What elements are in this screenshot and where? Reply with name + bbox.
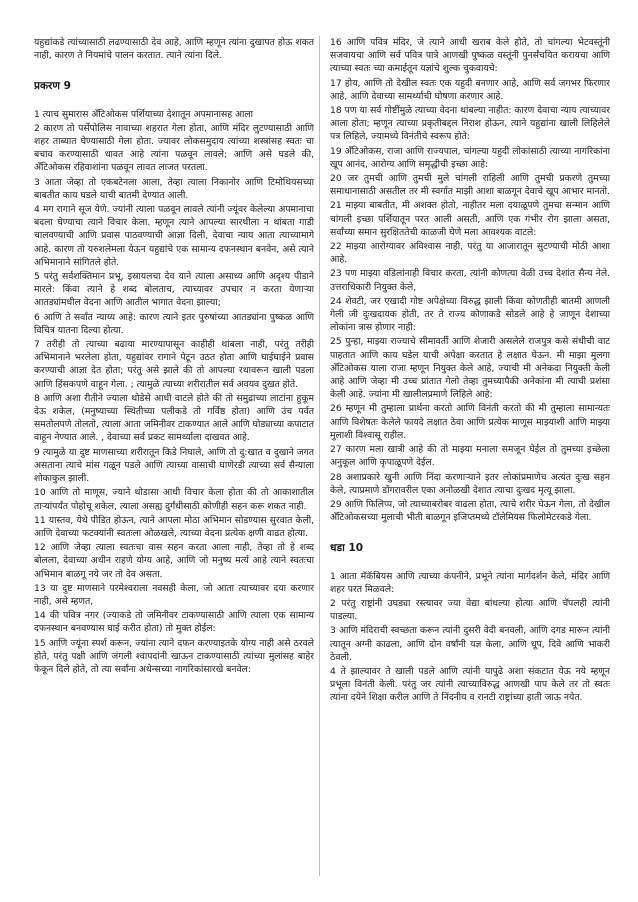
verse-9-5: 5 परंतु सर्वशक्तिमान प्रभू, इस्रायलचा देव याने त्याला असाध्य आणि अदृश्य पीडाने मारले: किंवा त्याने हे शब्द बोलताच, त्याच्यावर उपचार न करता येणाऱ्या आतड्यांमधील वेदना आणि आतील भागात वेदना झाल्या; <box>34 271 314 309</box>
verse-9-3: 3 आता जेव्हा तो एकबटेनला आला, तेव्हा त्याला निकानोर आणि टिमोथियसच्या बाबतीत काय घडले याची बातमी देण्यात आली. <box>34 176 314 201</box>
verse-9-10: 10 आणि तो माणूस, ज्याने थोडासा आधी विचार केला होता की तो आकाशातील ताऱ्यांपर्यंत पोहोचू शकेल, त्याला असह्य दुर्गंधीसाठी कोणीही सहन करू शकत नाही. <box>34 487 314 512</box>
chapter-9-heading: प्रकरण 9 <box>34 80 71 93</box>
verse-9-14: 14 की पवित्र नगर (ज्याकडे तो जमिनीवर टाकण्यासाठी आणि त्याला एक सामान्य दफनस्थान बनवण्यास घाई करीत होता) तो मुक्त होईल: <box>34 610 314 635</box>
verse-9-26: 26 म्हणून मी तुम्हाला प्रार्थना करतो आणि विनंती करतो की मी तुम्हाला सामान्यतः आणि विशेषतः केलेले फायदे लक्षात ठेवा आणि प्रत्येक माणूस माझ्याशी आणि माझ्या मुलाशी विश्वासू राहील. <box>330 403 610 441</box>
verse-10-1: 1 आता मॅकॅबियस आणि त्याच्या कंपनीने, प्रभूने त्यांना मार्गदर्शन केले, मंदिर आणि शहर परत मिळवले: <box>330 570 610 595</box>
column-divider <box>319 36 320 876</box>
verse-10-2: 2 परंतु राष्ट्रांनी उघड्या रस्त्यावर ज्या वेद्या बांधल्या होत्या आणि चॅपलही त्यांनी पाडल्या. <box>330 597 610 623</box>
right-column <box>330 36 610 876</box>
verse-9-15: 15 आणि ज्यूंना स्पर्श करून, ज्यांना त्याने दफन करण्याइतके योग्य नाही असे ठरवले होते, परंतु पक्षी आणि जंगली श्वापदांनी खाऊन टाकण्यासाठी त्यांच्या मुलांसह बाहेर फेकून दिले होते, तो त्या सर्वांना अथेन्सच्या नागरिकांसारखे बनवेल: <box>34 637 314 675</box>
verse-9-24: 24 शेवटी, जर एखादी गोष्ट अपेक्षेच्या विरुद्ध झाली किंवा कोणतीही बातमी आणली गेली जी दुःखदायक होती, तर ते राज्य कोणाकडे सोडले आहे हे जाणून देशाच्या लोकांना त्रास होणार नाही: <box>330 295 610 334</box>
verse-9-21: 21 माझ्या बाबतीत, मी अशक्त होतो, नाहीतर मला दयाळूपणे तुमचा सन्मान आणि चांगली इच्छा पर्शियातून परत आली असती, आणि एक गंभीर रोग झाला असता, सर्वांच्या समान सुरक्षिततेची काळजी घेणे मला आवश्यक वाटले: <box>330 200 610 238</box>
verse-9-29: 29 आणि फिलिप्प, जो त्याच्याबरोबर वाढला होता, त्याचे शरीर घेऊन गेला, तो देखील अँटिओकसच्या मुलाची भीती बाळगून इजिप्तमध्ये टॉलेमियस फिलोमेटरकडे गेला. <box>330 498 610 524</box>
verse-9-7: 7 तरीही तो त्याच्या बढाया मारण्यापासून काहीही थांबला नाही, परंतु तरीही अभिमानाने भरलेला होता, यहुद्यांवर रागाने पेटून उठत होता आणि घाईघाईने प्रवास करण्याची आज्ञा देत होता; परंतु असे झाले की तो आपल्या रथावरून खाली पडला आणि हिंसकपणे वाहून गेला. ; त्यामुळे त्याच्या शरीरातील सर्व अवयव दुखत होते. <box>34 339 314 390</box>
verse-9-28: 28 अशाप्रकारे खुनी आणि निंदा करणाऱ्याने इतर लोकांप्रमाणेच अत्यंत दुःख सहन केले, त्याप्रमाणे डोंगरावरील एका अनोळखी देशात त्याचा दुःखद मृत्यू झाला. <box>330 471 610 496</box>
left-column <box>34 36 314 876</box>
verse-10-3: 3 आणि मंदिराची स्वच्छता करून त्यांनी दुसरी वेदी बनवली, आणि दगड मारून त्यांनी त्यातून अग्नी काढला, आणि दोन वर्षांनी यज्ञ केला, आणि धूप, दिवे आणि भाकरी ठेवली. <box>330 625 610 663</box>
verse-9-1: 1 त्याच सुमारास अँटिओकस पर्शियाच्या देशातून अपमानासह आला <box>34 108 254 120</box>
verse-9-18: 18 पण या सर्व गोष्टींमुळे त्याच्या वेदना थांबल्या नाहीत: कारण देवाचा न्याय त्याच्यावर आला होता; म्हणून त्याच्या प्रकृतीबद्दल निराश होऊन, त्याने यहुद्यांना खाली लिहिलेले पत्र लिहिले, ज्यामध्ये विनंतीचे स्वरूप होते: <box>330 105 610 143</box>
verse-9-2: 2 कारण तो पर्सेपोलिस नावाच्या शहरात गेला होता, आणि मंदिर लुटण्यासाठी आणि शहर ताब्यात घेण्यासाठी गेला होता. ज्यावर लोकसमुदाय त्यांच्या शस्त्रांसह स्वतः चा बचाव करण्यासाठी धावत आहे त्यांना पळवून लावले; आणि असे घडले की, अँटिओकस रहिवाशांना पळवून लावत लाजत परतला. <box>34 122 314 174</box>
verse-10-4: 4 ते झाल्यावर ते खाली पडले आणि त्यांनी यापुढे अशा संकटात येऊ नये म्हणून प्रभूला विनंती केली. परंतु जर त्यांनी त्याच्याविरुद्ध आणखी पाप केले तर तो स्वतः त्यांना दयेने शिक्षा करील आणि ते निंदनीय व रानटी राष्ट्रांच्या हाती जाऊ नयेत. <box>330 665 610 704</box>
verse-9-27: 27 कारण मला खात्री आहे की तो माझ्या मनाला समजून घेईल तो तुमच्या इच्छेला अनुकूल आणि कृपाळूपणे देईल. <box>330 444 610 469</box>
verse-9-16: 16 आणि पवित्र मंदिर, जे त्याने आधी खराब केले होते, तो चांगल्या भेटवस्तूंनी सजवायचा आणि सर्व पवित्र पात्रे आणखी पुष्कळ वस्तूंनी पुनर्संचयित करायचा आणि त्याच्या स्वतः च्या कमाईतून यज्ञांचे शुल्क चुकवायचे: <box>330 37 610 75</box>
verse-9-23: 23 पण माझ्या वडिलांनाही विचार करता, त्यांनी कोणत्या वेळी उच्च देशांत सैन्य नेले. उत्तराधिकारी नियुक्त केले, <box>330 268 610 293</box>
verse-9-11: 11 यास्तव, येथे पीडित होऊन, त्याने आपला मोठा अभिमान सोडण्यास सुरवात केली, आणि देवाच्या फटक्यांनी स्वतःला ओळखले, त्याच्या वेदना प्रत्येक क्षणी वाढत होत्या. <box>34 514 314 539</box>
verse-9-4: 4 मग रागाने सूज येणे. ज्यांनी त्याला पळवून लावले त्यांनी ज्यूंवर केलेल्या अपमानाचा बदला घेण्याचा त्याने विचार केला. म्हणून त्याने आपल्या सारथीला न थांबता गाडी चालवण्याची आणि प्रवास पाठवण्याची आज्ञा दिली, देवाचा न्याय आता त्याच्यामागे आहे. कारण तो यरुशलेमला येऊन यहुद्यांचे एक सामान्य दफनस्थान बनवेन, असे त्याने अभिमानाने सांगितले होते. <box>34 204 314 268</box>
verse-9-8: 8 आणि अशा रीतीने ज्याला थोडेसे आधी वाटले होते की तो समुद्राच्या लाटांना हुकूम देऊ शकेल, (मनुष्याच्या स्थितीच्या पलीकडे तो गर्विष्ठ होता) आणि उंच पर्वत समतोलपणे तोलतो, त्याला आता जमिनीवर टाकण्यात आले आणि घोड्याच्या कपाटात वाहून नेण्यात आले. , देवाच्या सर्व प्रकट सामर्थ्याला दाखवत आहे. <box>34 392 314 444</box>
verse-9-20: 20 जर तुमची आणि तुमची मुले चांगली राहिली आणि तुमची प्रकरणे तुमच्या समाधानासाठी असतील तर मी स्वर्गात माझी आशा बाळगून देवाचे खूप आभार मानतो. <box>330 173 610 198</box>
verse-9-22: 22 माझ्या आरोग्यावर अविश्वास नाही, परंतु या आजारातून सुटण्याची मोठी आशा आहे. <box>330 241 610 266</box>
chapter-10-heading: धडा 10 <box>330 542 364 555</box>
verse-9-17: 17 होय, आणि तो देखील स्वतः एक यहुदी बनणार आहे, आणि सर्व जगभर फिरणार आहे, आणि देवाच्या सामर्थ्याची घोषणा करणार आहे. <box>330 77 610 102</box>
verse-9-9: 9 त्यामुळे या दुष्ट माणसाच्या शरीरातून किडे निघाले, आणि तो दु:खात व दुखाने जगत असताना त्याचे मांस गळून पडले आणि त्याच्या वासाची घाणेरडी त्याच्या सर्व सैन्याला शोकाकुल झाली. <box>34 446 314 485</box>
verse-9-13: 13 या दुष्ट माणसाने परमेश्वराला नवसही केला, जो आता त्याच्यावर दया करणार नाही, असे म्हणत, <box>34 582 314 607</box>
verse-9-25: 25 पुन्हा, माझ्या राज्याचे सीमावर्ती आणि शेजारी असलेले राजपुत्र कसे संधीची वाट पाहतात आणि काय घडेल याची अपेक्षा करतात हे लक्षात घेऊन. मी माझा मुलगा अँटिओकस याला राजा म्हणून नियुक्त केले आहे, ज्याची मी अनेकदा नियुक्ती केली आहे आणि जेव्हा मी उच्च प्रांतात गेलो तेव्हा तुमच्यापैकी अनेकांना मी त्याची प्रशंसा केली आहे. ज्यांना मी खालीलप्रमाणे लिहिले आहे: <box>330 336 610 401</box>
verse-9-12: 12 आणि जेव्हा त्याला स्वतःचा वास सहन करता आला नाही, तेव्हा तो हे शब्द बोलला, देवाच्या अधीन राहणे योग्य आहे, आणि जो मनुष्य मर्त्य आहे त्याने स्वतःचा अभिमान बाळगू नये जर तो देव असता. <box>34 542 314 580</box>
intro-paragraph: यहुद्यांकडे त्यांच्यासाठी लढण्यासाठी देव आहे, आणि म्हणून त्यांना दुखापत होऊ शकत नाही, कारण ते नियमांचे पालन करतात. त्याने त्यांना दिले. <box>34 37 314 62</box>
verse-9-19: 19 अँटिओकस, राजा आणि राज्यपाल, चांगल्या यहुदी लोकांसाठी त्याच्या नागरिकांना खूप आनंद, आरोग्य आणि समृद्धीची इच्छा आहे: <box>330 145 610 170</box>
verse-9-6: 6 आणि ते सर्वांत न्याय्य आहे: कारण त्याने इतर पुरुषांच्या आतड्यांना पुष्कळ आणि विचित्र यातना दिल्या होत्या. <box>34 311 314 336</box>
